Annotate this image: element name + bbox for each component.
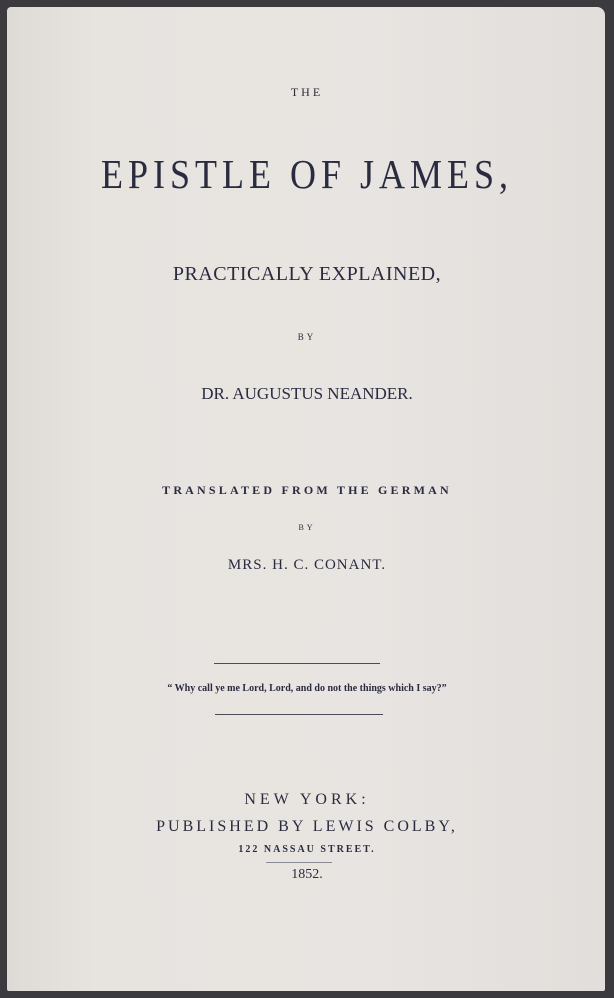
epigraph: “ Why call ye me Lord, Lord, and do not the things which I say?”	[167, 683, 447, 694]
title-the: THE	[290, 85, 324, 99]
book-subtitle: PRACTICALLY EXPLAINED,	[172, 263, 442, 285]
imprint-city: NEW YORK:	[244, 791, 370, 808]
author: DR. AUGUSTUS NEANDER.	[201, 384, 413, 403]
translator: MRS. H. C. CONANT.	[227, 557, 387, 573]
by-label-2: BY	[298, 523, 316, 532]
rule-top	[214, 663, 380, 664]
book-title: EPISTLE OF JAMES,	[100, 151, 514, 197]
rule-small	[266, 862, 332, 863]
imprint-publisher: PUBLISHED BY LEWIS COLBY,	[156, 818, 458, 835]
imprint-year: 1852.	[291, 867, 323, 882]
translated-line: TRANSLATED FROM THE GERMAN	[162, 483, 452, 497]
by-label: BY	[297, 332, 317, 342]
imprint-address: 122 NASSAU STREET.	[238, 844, 376, 855]
rule-bottom	[215, 714, 383, 715]
